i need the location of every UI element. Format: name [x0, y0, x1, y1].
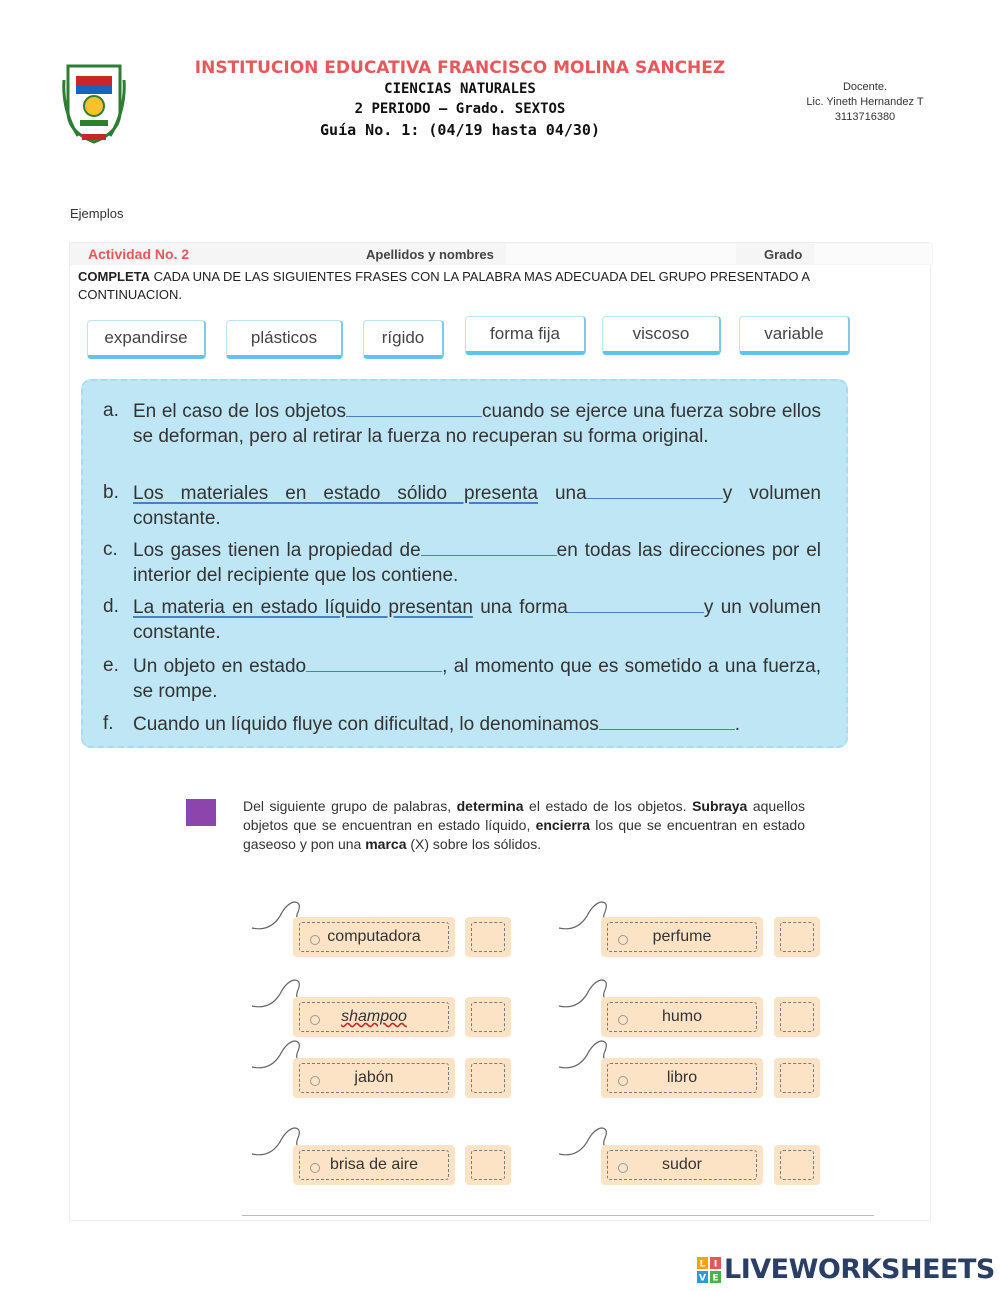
school-crest-logo	[62, 60, 126, 146]
instr-bold: determina	[456, 798, 524, 814]
names-label: Apellidos y nombres	[366, 247, 494, 262]
instr-text: aquellos objetos que se encuentran en estado líquido,	[243, 798, 805, 833]
sentence-text: cuando se ejerce una fuerza sobre ellos se deforman, pero al retirar la fuerza no recuperan su forma original.	[133, 401, 821, 447]
icon-letter: L	[699, 1259, 706, 1270]
answer-blank-a[interactable]	[346, 398, 482, 417]
liveworksheets-brand[interactable]: LIVEWORKSHEETS	[724, 1254, 995, 1285]
object-label: shampoo	[341, 1008, 407, 1025]
object-card[interactable]	[293, 1058, 455, 1098]
teacher-name: Lic. Yineth Hernandez T	[806, 96, 924, 108]
instruction-text	[78, 268, 878, 304]
sentence-underlined: La materia en estado líquido presentan	[133, 597, 473, 618]
mark-box[interactable]	[774, 917, 820, 957]
mark-box[interactable]	[465, 1145, 511, 1185]
word-chip[interactable]: viscoso	[602, 316, 721, 355]
sentence-e	[103, 653, 821, 704]
object-label: computadora	[327, 928, 421, 945]
sentence-c	[103, 537, 821, 588]
sentence-letter: e.	[103, 655, 119, 676]
object-card[interactable]	[601, 917, 763, 957]
sentence-text: Un objeto en estado	[133, 656, 307, 677]
pin-icon	[310, 935, 320, 945]
icon-letter: V	[699, 1273, 706, 1283]
examples-label: Ejemplos	[70, 206, 124, 221]
teacher-phone: 3113716380	[834, 111, 896, 123]
instr-bold: Subraya	[692, 798, 748, 814]
icon-letter: I	[713, 1259, 718, 1270]
sentence-text: En el caso de los objetos	[133, 401, 346, 422]
mark-box[interactable]	[774, 997, 820, 1037]
sentence-letter: d.	[103, 596, 119, 617]
answer-blank-d[interactable]	[568, 594, 704, 613]
instr-text: los que se encuentran en estado gaseoso y pon una	[243, 817, 805, 852]
grade-label: Grado	[764, 247, 803, 262]
activity-marker-square	[186, 799, 216, 826]
pin-icon	[618, 1076, 628, 1086]
sentence-letter: a.	[103, 400, 119, 421]
pin-icon	[310, 1015, 320, 1025]
instr-bold: encierra	[535, 817, 591, 833]
activity2-instructions	[243, 797, 805, 854]
instr-bold: marca	[365, 836, 407, 852]
mark-box[interactable]	[465, 1058, 511, 1098]
pin-icon	[618, 1015, 628, 1025]
object-label: sudor	[661, 1156, 703, 1173]
liveworksheets-icon	[697, 1257, 721, 1283]
sentence-underlined: Los materiales en estado sólido presenta	[133, 483, 538, 504]
mark-box[interactable]	[465, 917, 511, 957]
object-card[interactable]	[293, 1145, 455, 1185]
sentence-text: en todas las direcciones por el interior del recipiente que los contiene.	[133, 540, 821, 586]
instruction-rest: CADA UNA DE LAS SIGUIENTES FRASES CON LA PALABRA MAS ADECUADA DEL GRUPO PRESENTADO A CONTINUACION.	[78, 269, 810, 302]
instruction-bold: COMPLETA	[78, 269, 150, 284]
activity-header-bar	[70, 243, 933, 265]
sentence-letter: c.	[103, 539, 118, 560]
answer-blank-f[interactable]	[599, 711, 735, 730]
instr-text: Del siguiente grupo de palabras,	[243, 798, 457, 814]
word-chip[interactable]: rígido	[363, 320, 444, 359]
object-label: humo	[661, 1008, 703, 1025]
sentence-letter: b.	[103, 482, 119, 503]
word-chip[interactable]: plásticos	[226, 320, 343, 359]
sentence-letter: f.	[103, 713, 114, 734]
sentence-text: Cuando un líquido fluye con dificultad, lo denominamos	[133, 714, 599, 735]
answer-blank-e[interactable]	[306, 653, 442, 672]
mark-box[interactable]	[774, 1058, 820, 1098]
instr-text: el estado de los objetos.	[523, 798, 693, 814]
sentence-text: y un volumen constante.	[133, 597, 821, 643]
object-card[interactable]	[601, 1058, 763, 1098]
sentence-f	[103, 711, 821, 737]
object-card[interactable]	[601, 1145, 763, 1185]
sentence-text: , al momento que es sometido a una fuerza, se rompe.	[133, 656, 822, 702]
mark-box[interactable]	[465, 997, 511, 1037]
pin-icon	[310, 1076, 320, 1086]
sentence-a	[103, 398, 821, 449]
object-label: brisa de aire	[329, 1156, 419, 1173]
object-card[interactable]	[601, 997, 763, 1037]
teacher-title: Docente.	[842, 81, 888, 93]
word-chip[interactable]: forma fija	[465, 316, 586, 355]
word-chip[interactable]: variable	[739, 316, 850, 355]
names-input[interactable]	[506, 244, 736, 264]
sentence-b	[103, 480, 821, 531]
activity-title: Actividad No. 2	[88, 246, 190, 262]
pin-icon	[618, 1163, 628, 1173]
subject-title: CIENCIAS NATURALES	[384, 81, 536, 97]
sentence-d	[103, 594, 821, 645]
grade-input[interactable]	[814, 244, 932, 264]
object-label: perfume	[652, 928, 712, 945]
icon-letter: E	[712, 1273, 719, 1283]
sentence-text: Los gases tienen la propiedad de	[133, 540, 421, 561]
object-card[interactable]	[293, 997, 455, 1037]
pin-icon	[310, 1163, 320, 1173]
object-label: libro	[666, 1069, 698, 1086]
sentence-text: y volumen constante.	[133, 483, 821, 529]
school-name: INSTITUCION EDUCATIVA FRANCISCO MOLINA SANCHEZ	[194, 58, 726, 78]
word-chip[interactable]: expandirse	[87, 320, 206, 359]
answer-blank-b[interactable]	[587, 480, 723, 499]
sentence-text: .	[734, 714, 741, 735]
pin-icon	[618, 935, 628, 945]
sentence-text: una forma	[472, 597, 568, 618]
instr-text: (X) sobre los sólidos.	[406, 836, 542, 852]
object-label: jabón	[354, 1069, 394, 1086]
sentence-text: una	[537, 483, 587, 504]
period-grade: 2 PERIODO – Grado. SEXTOS	[354, 101, 566, 117]
guide-dates: Guía No. 1: (04/19 hasta 04/30)	[320, 121, 600, 139]
answer-blank-c[interactable]	[421, 537, 557, 556]
mark-box[interactable]	[774, 1145, 820, 1185]
divider	[242, 1215, 874, 1216]
object-card[interactable]	[293, 917, 455, 957]
